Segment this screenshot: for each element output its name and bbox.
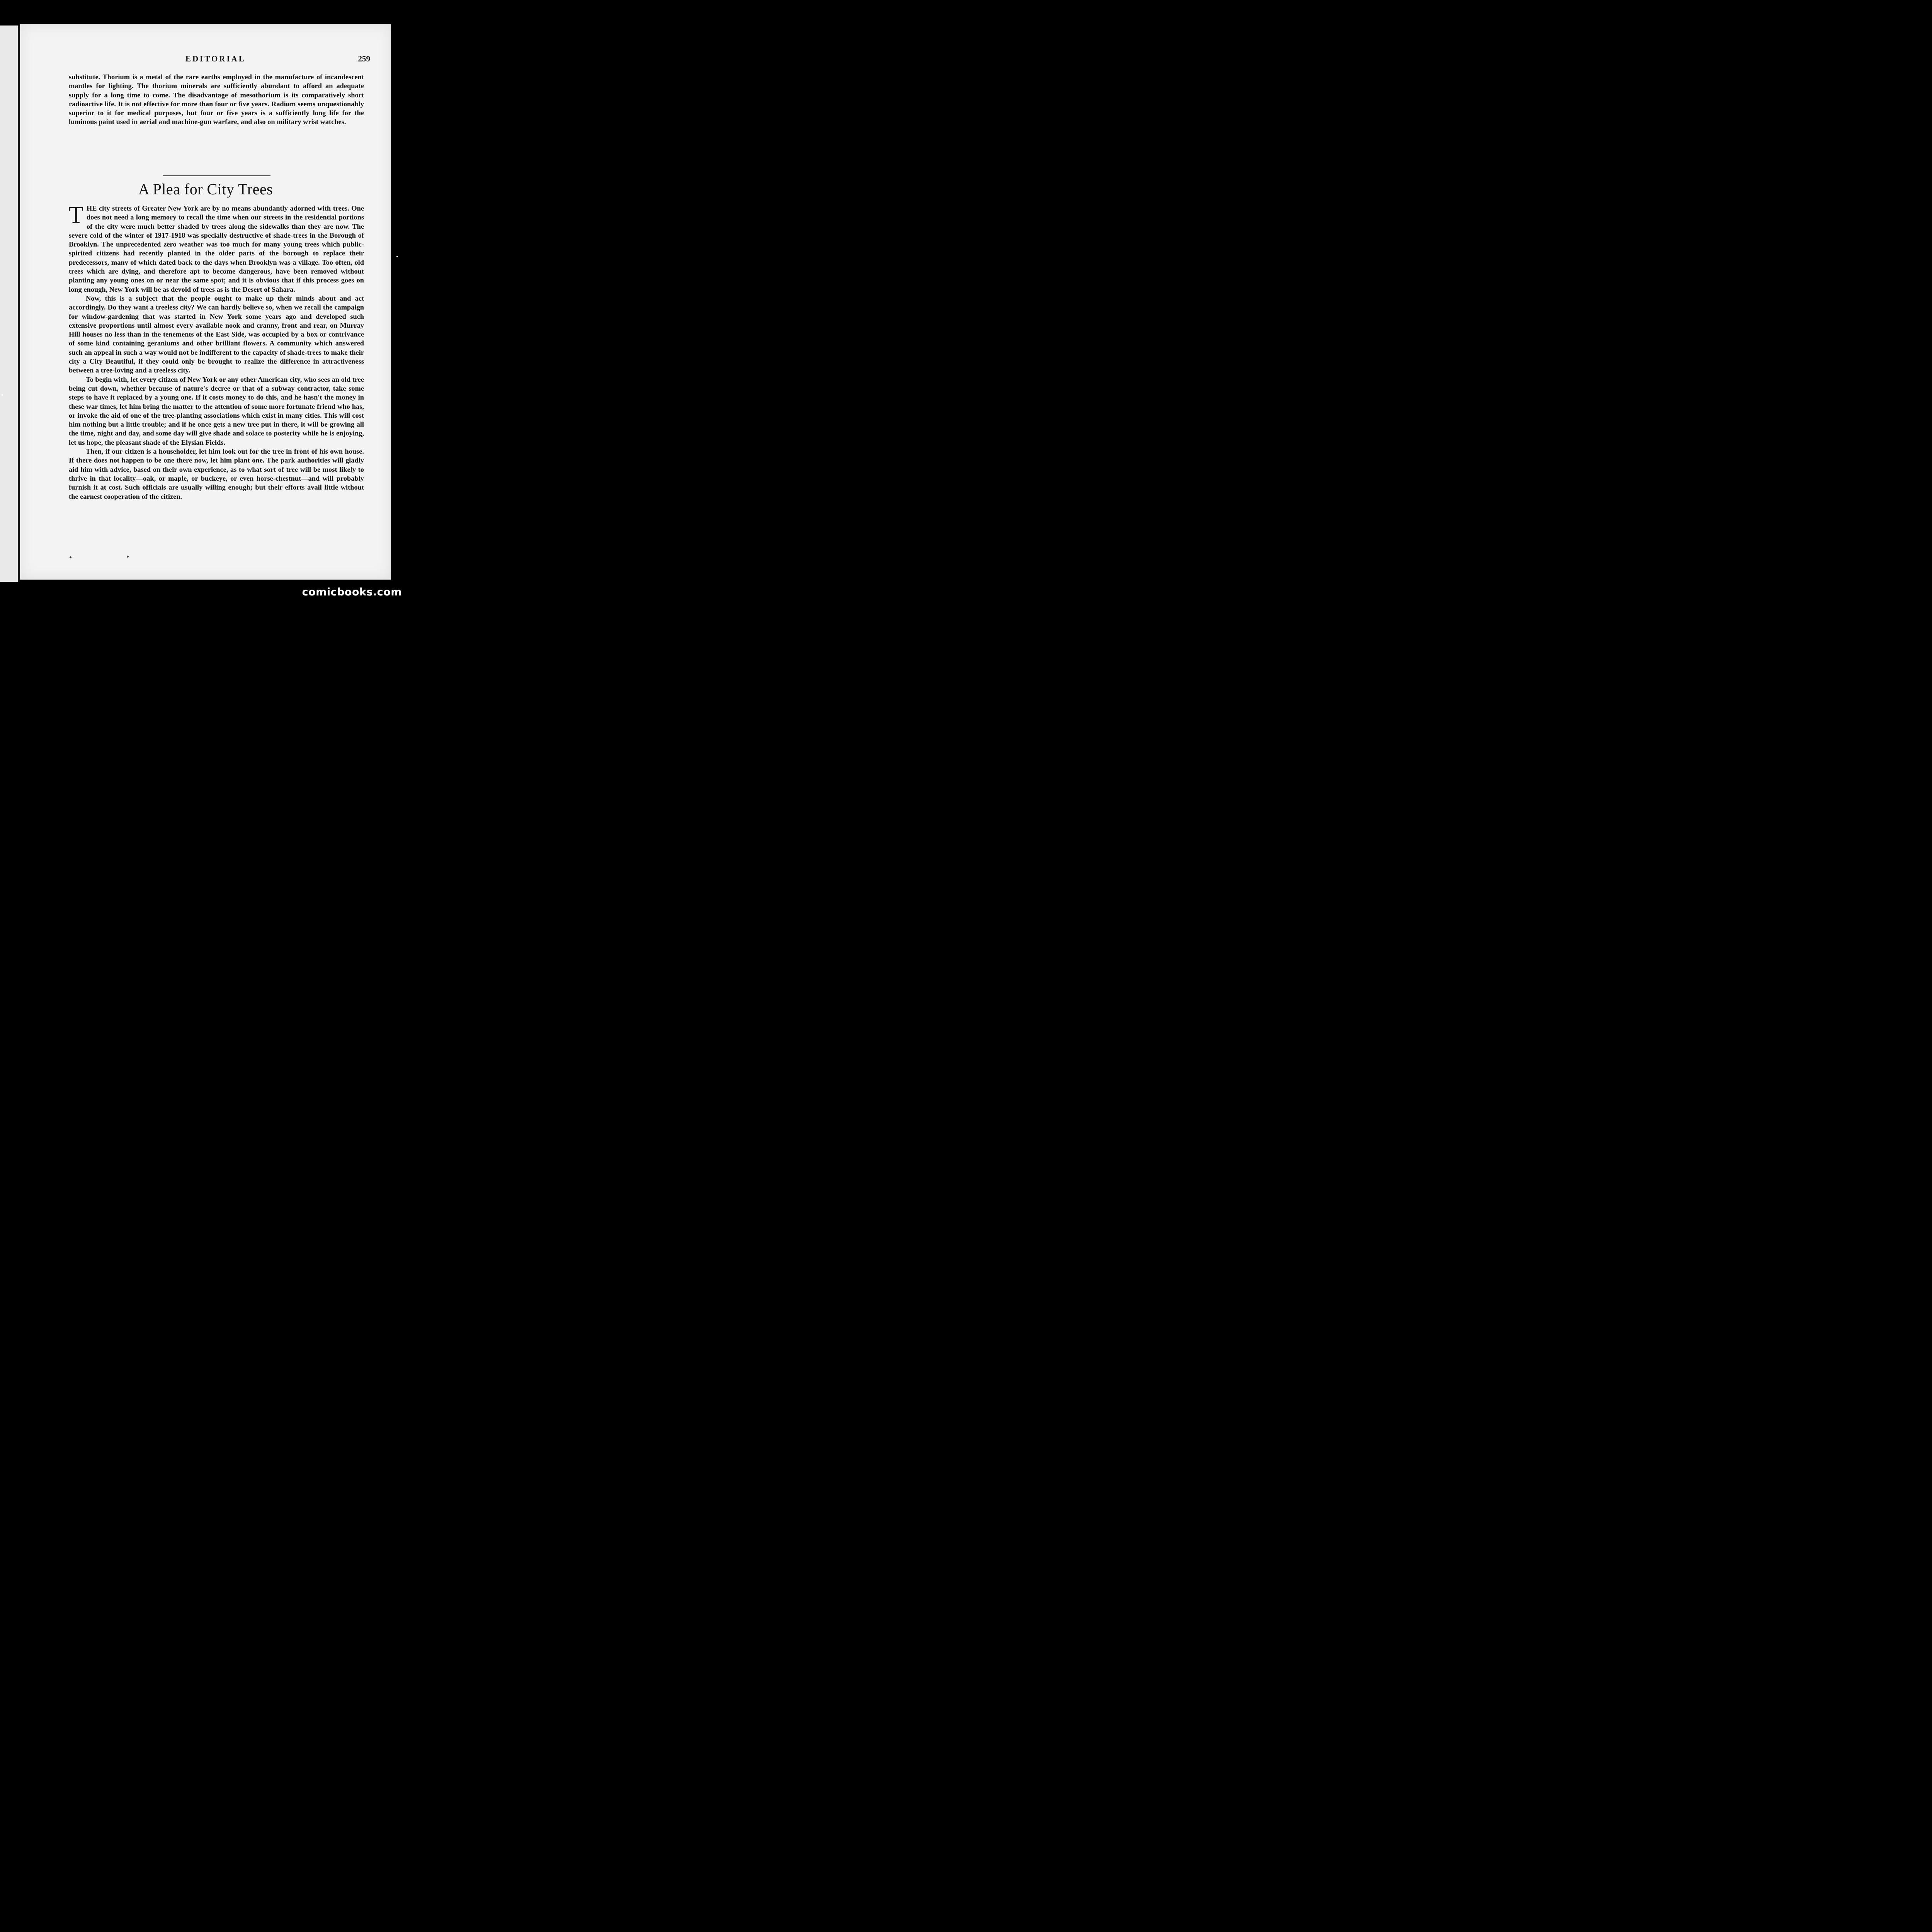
scan-speck [2,394,3,396]
section-label: EDITORIAL [185,54,246,63]
article-paragraph-4: Then, if our citizen is a householder, let him look out for the tree in front of his own house. If there does not happen to be one there now, let him plant one. The park authorities will gladly aid him with advice, based on their own experience, as to what sort of tree will be most likely to thrive in that locality—oak, or maple, or buckeye, or even horse-chestnut—and will probably furnish it at cost. Such officials are usually willing enough; but their efforts avail little without the earnest cooperation of the citizen. [69,447,364,500]
article-paragraph-1-text: HE city streets of Greater New York are by no means abundantly adorned with trees. One does not need a long memory to recall the time when our streets in the residential portions of the city were much better shaded by trees along the sidewalks than they are now. The severe cold of the winter of 1917-1918 was specially destructive of shade-trees in the Borough of Brooklyn. The unprecedented zero weather was too much for many young trees which public-spirited citizens had recently planted in the older parts of the borough to replace their predecessors, many of which dated back to the days when Brooklyn was a village. Too often, old trees which are dying, and therefore apt to become dangerous, have been removed without planting any young ones on or near the same spot; and it is obvious that if this process goes on long enough, New York will be as devoid of trees as is the Desert of Sahara. [69,204,364,293]
drop-cap: T [69,202,83,228]
book-page [20,24,391,580]
article-paragraph-3: To begin with, let every citizen of New York or any other American city, who sees an old tree being cut down, whether because of nature's decree or that of a subway contractor, take some steps to have it replaced by a young one. If it costs money to do this, and he hasn't the money in these war times, let him bring the matter to the attention of some more fortunate friend who has, or invoke the aid of one of the tree-planting associations which exist in many cities. This will cost him nothing but a little trouble; and if he once gets a new tree put in there, it will be growing all the time, night and day, and some day will give shade and solace to posterity while he is enjoying, let us hope, the pleasant shade of the Elysian Fields. [69,375,364,446]
section-divider [163,175,270,176]
article-paragraph-1 [69,204,364,294]
print-speck [70,556,71,558]
article-body [69,204,364,501]
watermark-logo: comicbooks.com [302,586,402,598]
continued-paragraph-block [69,73,364,127]
article-title: A Plea for City Trees [138,180,273,198]
facing-page-edge [0,26,20,582]
page-number: 259 [358,54,370,63]
scan-speck [396,256,398,257]
article-paragraph-2: Now, this is a subject that the people ought to make up their minds about and act accordingly. Do they want a treeless city? We can hardly believe so, when we recall the campaign for window-gardening that was started in New York some years ago and developed such extensive proportions until almost every available nook and cranny, front and rear, on Murray Hill houses no less than in the tenements of the East Side, was occupied by a box or contrivance of some kind containing geraniums and other brilliant flowers. A community which answered such an appeal in such a way would not be indifferent to the capacity of shade-trees to make their city a City Beautiful, if they could only be brought to realize the difference in attractiveness between a tree-loving and a treeless city. [69,294,364,374]
continued-paragraph: substitute. Thorium is a metal of the rare earths employed in the manufacture of incandescent mantles for lighting. The thorium minerals are sufficiently abundant to afford an adequate supply for a long time to come. The disadvantage of mesothorium is its comparatively short radioactive life. It is not effective for more than four or five years. Radium seems unquestionably superior to it for medical purposes, but four or five years is a sufficiently long life for the luminous paint used in aerial and machine-gun warfare, and also on military wrist watches. [69,73,364,126]
print-speck [127,556,129,558]
